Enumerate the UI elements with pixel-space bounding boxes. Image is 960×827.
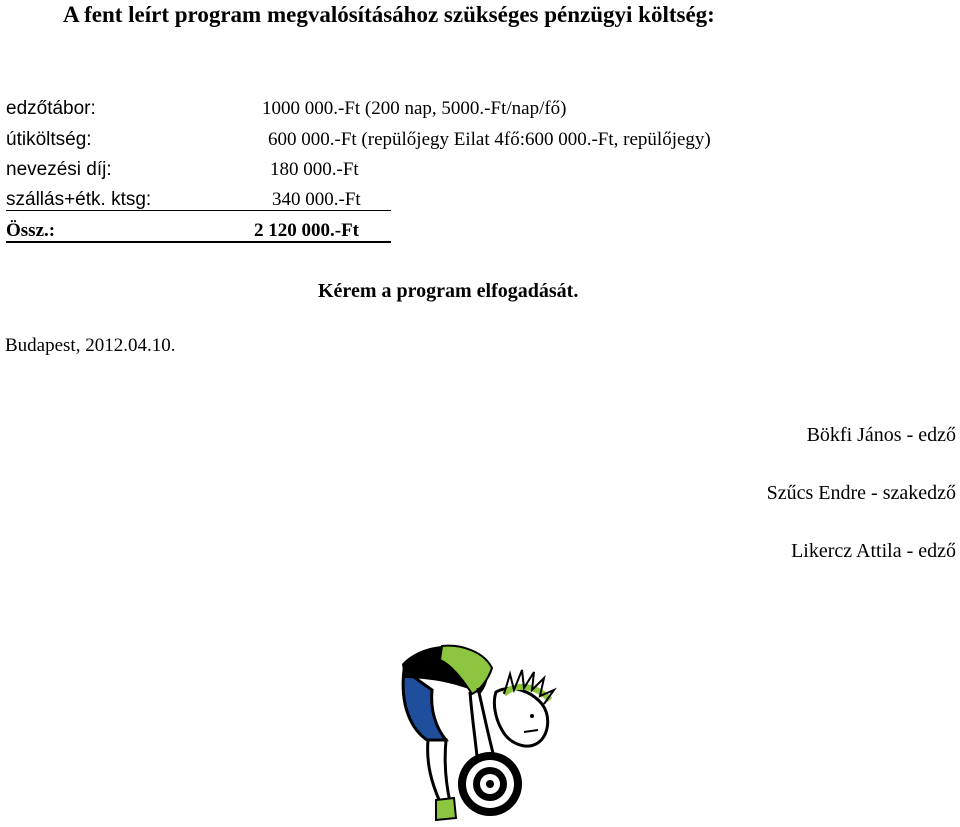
signature-likercz: Likercz Attila - edző	[791, 540, 956, 562]
cost-label-szallas: szállás+étk. ktsg:	[6, 189, 152, 210]
subtotal-underline	[6, 210, 391, 211]
date-line: Budapest, 2012.04.10.	[5, 335, 176, 356]
cost-value-nevezesi-dij: 180 000.-Ft	[270, 159, 359, 180]
signature-bokfi: Bökfi János - edző	[806, 424, 956, 446]
cost-label-nevezesi-dij: nevezési díj:	[6, 159, 112, 180]
page-title: A fent leírt program megvalósításához szükséges pénzügyi költség:	[63, 2, 715, 27]
cost-value-szallas: 340 000.-Ft	[272, 189, 361, 210]
cost-value-utikoltseg: 600 000.-Ft (repülőjegy Eilat 4fő:600 000.-Ft, repülőjegy)	[268, 129, 711, 150]
cost-label-edzotabor: edzőtábor:	[6, 98, 96, 119]
cost-label-utikoltseg: útiköltség:	[6, 129, 92, 150]
cost-value-edzotabor: 1000 000.-Ft (200 nap, 5000.-Ft/nap/fő)	[262, 98, 567, 119]
request-text: Kérem a program elfogadását.	[318, 280, 579, 302]
signature-szucs: Szűcs Endre - szakedző	[766, 482, 956, 504]
total-underline	[6, 241, 391, 243]
total-value: 2 120 000.-Ft	[254, 220, 360, 241]
total-label: Össz.:	[6, 220, 56, 241]
weightlifter-logo-icon	[392, 634, 562, 824]
